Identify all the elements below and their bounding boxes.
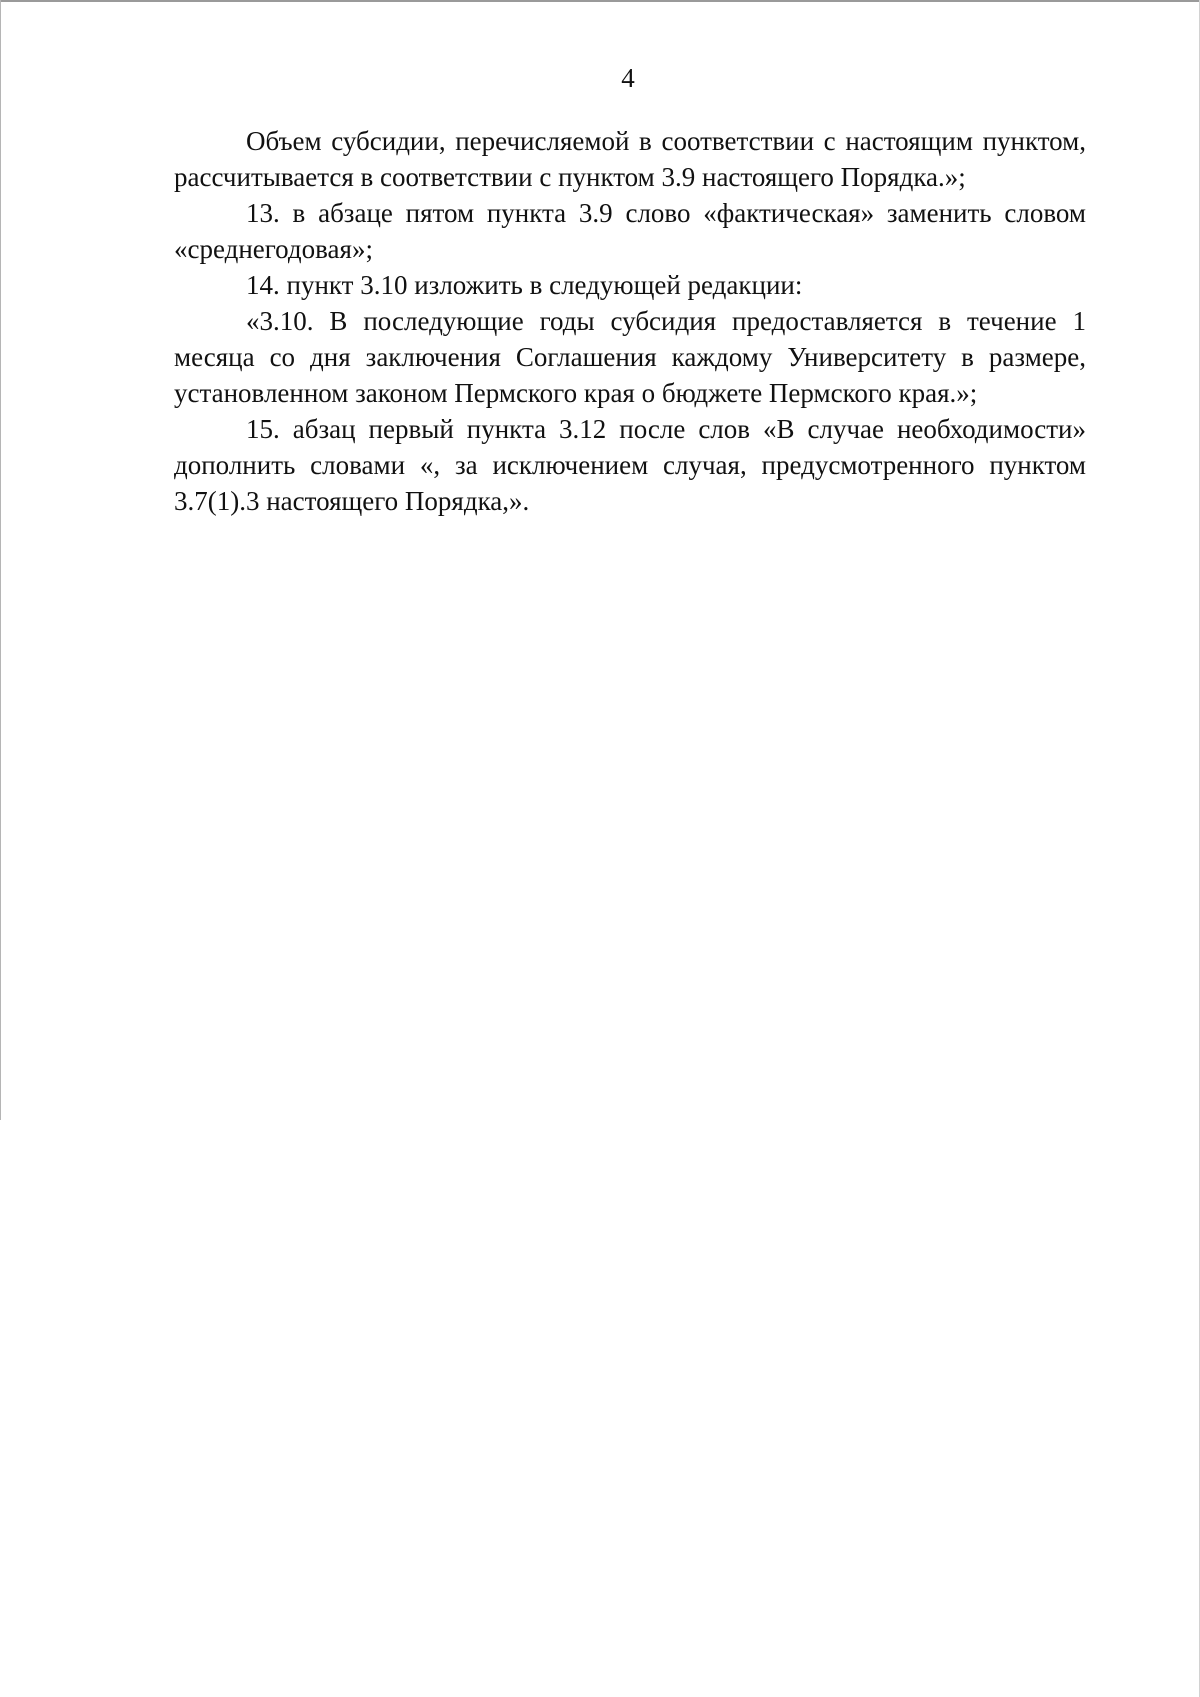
paragraph-item-13: 13. в абзаце пятом пункта 3.9 слово «фактическая» заменить словом «среднегодовая»; (174, 198, 1086, 264)
paragraph-item-14: 14. пункт 3.10 изложить в следующей редакции: (246, 270, 803, 300)
paragraph-item-15: 15. абзац первый пункта 3.12 после слов «В случае необходимости» дополнить словами «, за исключением случая, предусмотренного пунктом 3.7(1).3 настоящего Порядка,». (174, 414, 1086, 516)
document-body (174, 123, 1086, 519)
paragraph-clause-3-10: «3.10. В последующие годы субсидия предоставляется в течение 1 месяца со дня заключения Соглашения каждому Университету в размере, установленном законом Пермского края о бюджете Пермского края.»; (174, 306, 1086, 408)
page-number: 4 (621, 63, 635, 93)
scan-edge-left (0, 0, 1, 1120)
scan-edge-top (0, 0, 1200, 2)
paragraph-subsidy-volume: Объем субсидии, перечисляемой в соответствии с настоящим пунктом, рассчитывается в соответствии с пунктом 3.9 настоящего Порядка.»; (174, 126, 1086, 192)
